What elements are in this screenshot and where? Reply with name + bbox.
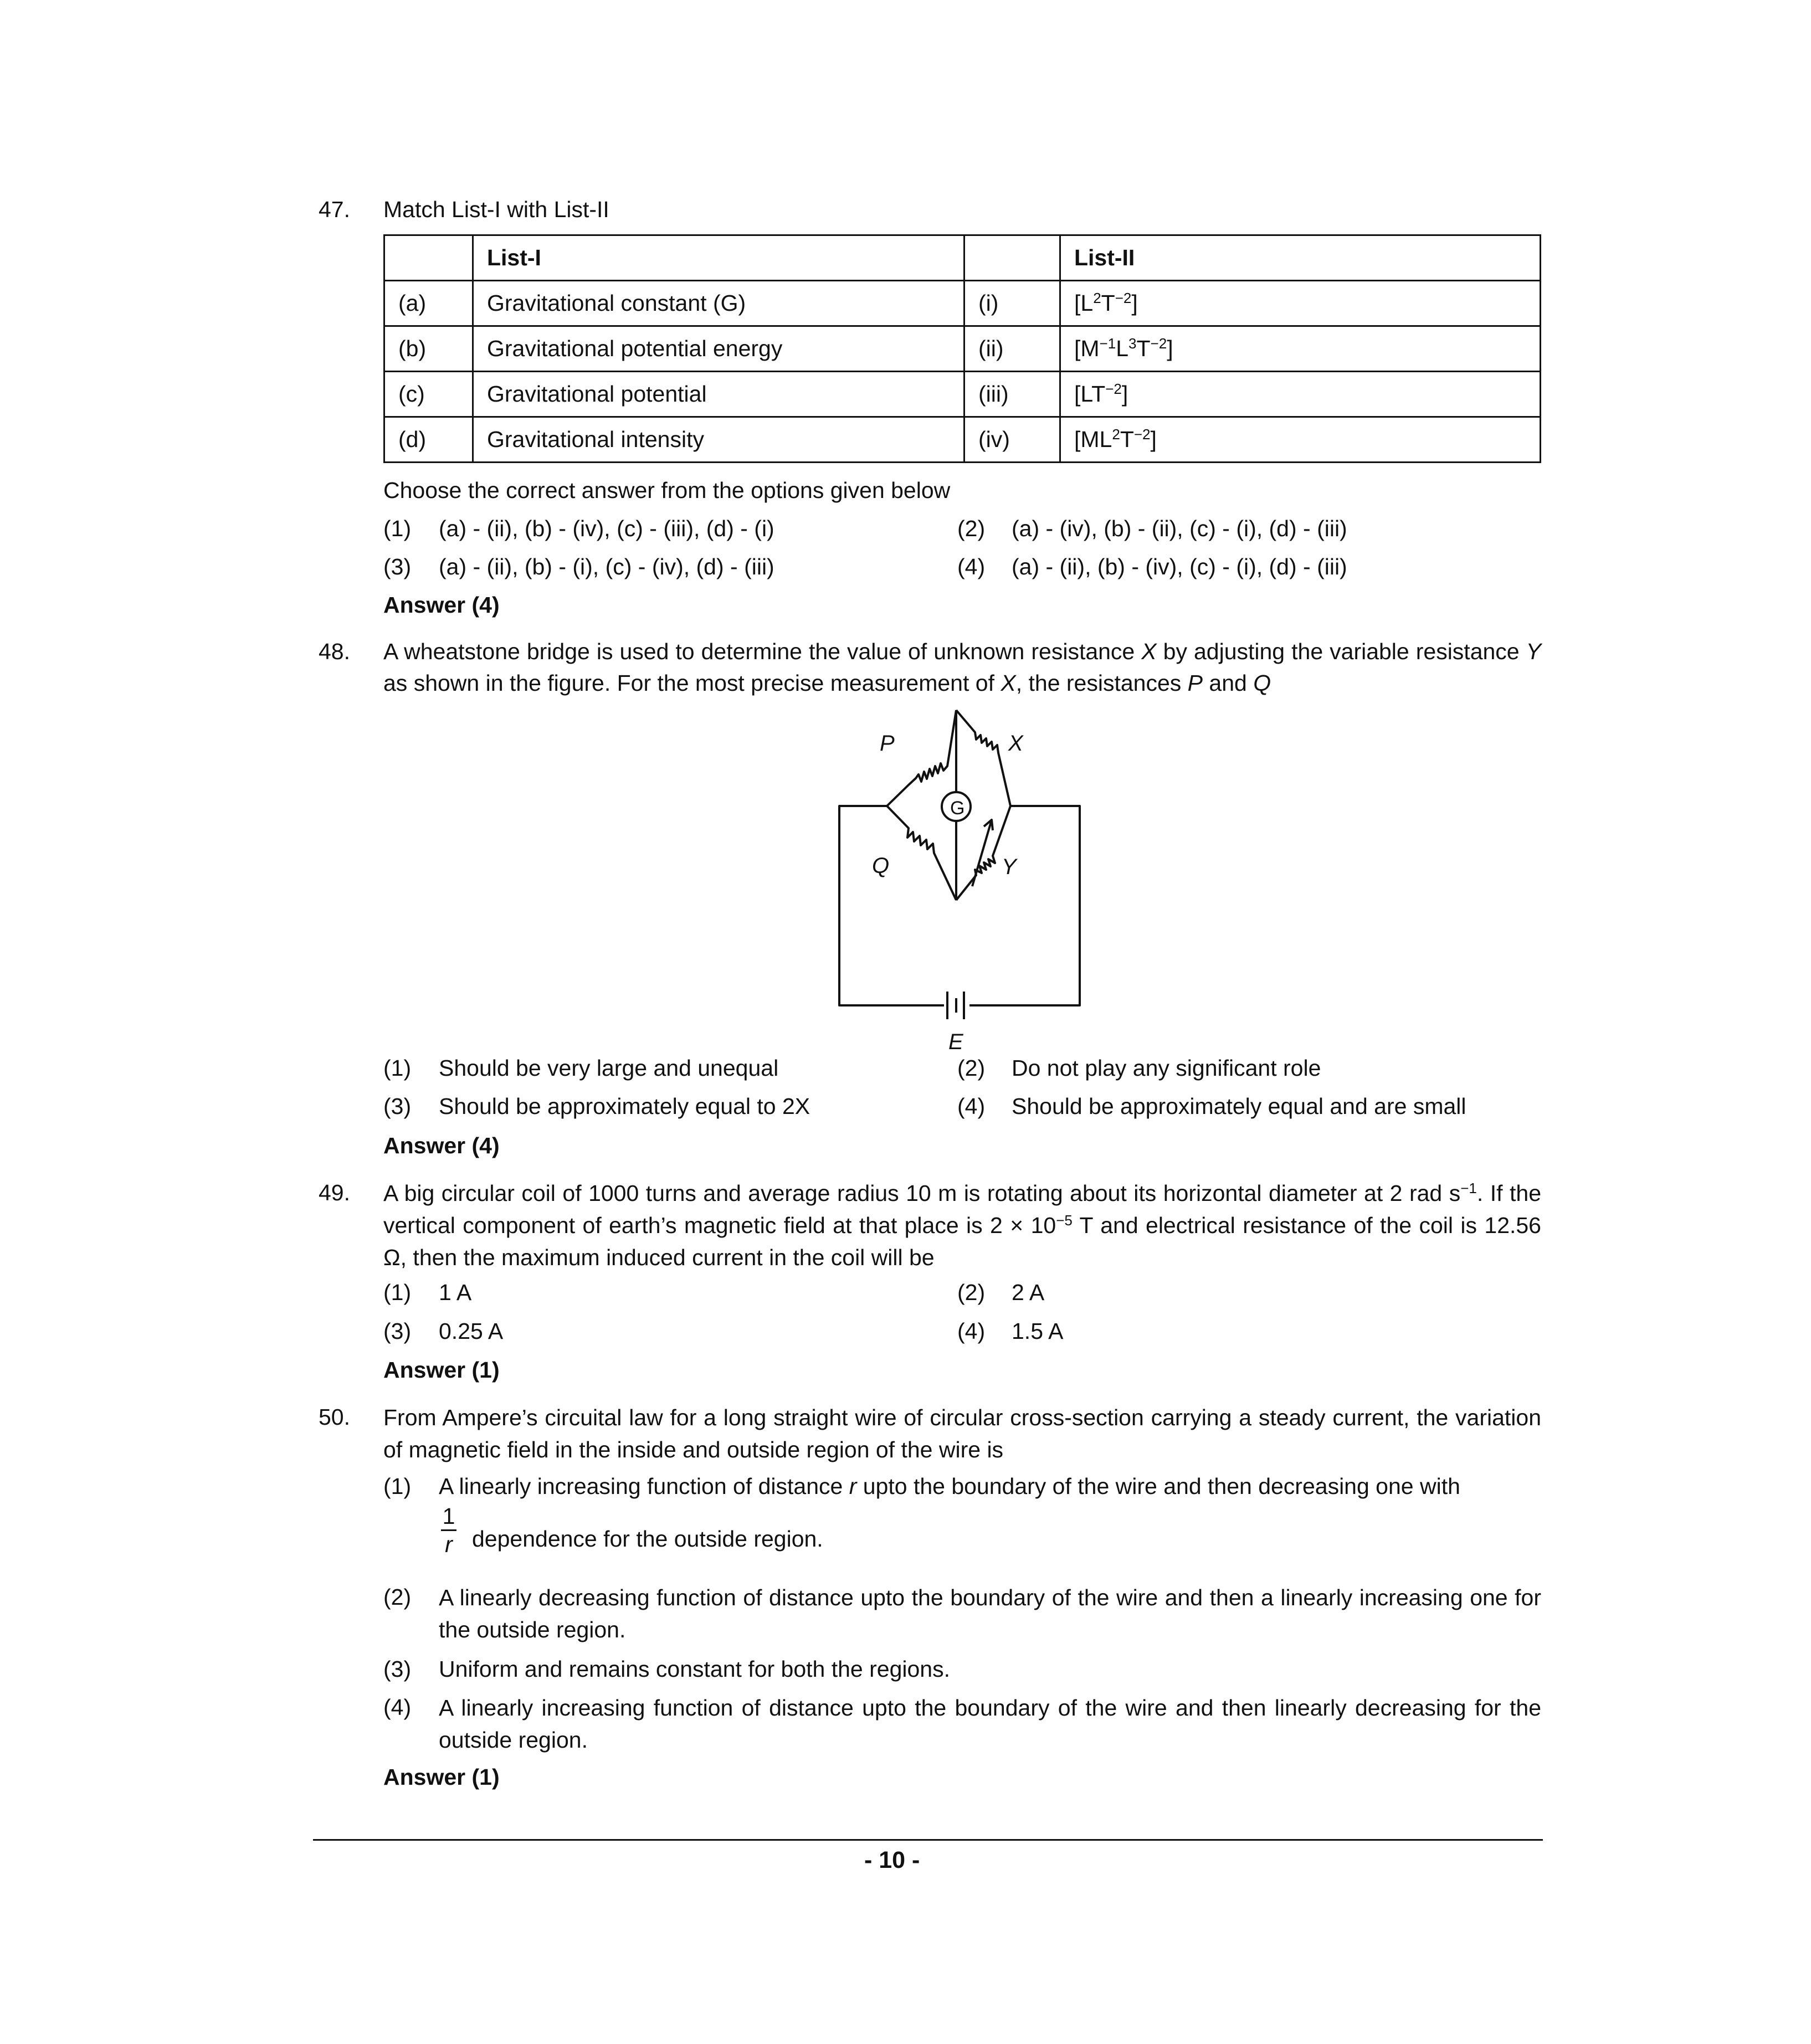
row-dimension: $[M^{-1}L^3T^{-2}]$ xyxy=(1060,326,1541,372)
question-48-number: 48. xyxy=(319,639,350,664)
table-row xyxy=(384,281,1541,326)
option-text: A linearly decreasing function of distance upto the boundary of the wire and then a linearly increasing one for the outside region. xyxy=(439,1585,1541,1642)
table-header-cell xyxy=(384,235,473,281)
row-dimension: $[ML^2T^{-2}]$ xyxy=(1060,417,1541,463)
row-dimension: $[L^2T^{-2}]$ xyxy=(1060,281,1541,326)
question-47-instruction: Choose the correct answer from the options given below xyxy=(383,477,951,503)
row-dimension: $[LT^{-2}]$ xyxy=(1060,372,1541,417)
option-text: (a) - (ii), (b) - (i), (c) - (iv), (d) - (iii) xyxy=(439,554,774,579)
table-header-list-1: List-I xyxy=(473,235,965,281)
option-number: (4) xyxy=(957,1318,986,1344)
option-number: (4) xyxy=(957,1093,986,1119)
option-text: A linearly increasing function of distance upto the boundary of the wire and then linearly decreasing for the outside region. xyxy=(439,1695,1541,1753)
row-roman: (iii) xyxy=(965,372,1060,417)
table-header-list-2: List-II xyxy=(1060,235,1541,281)
option-text: 1.5 A xyxy=(1012,1318,1064,1344)
arm-q xyxy=(887,806,956,900)
question-50-number: 50. xyxy=(319,1404,350,1430)
option-4[interactable] xyxy=(383,1692,1541,1758)
option-number: (2) xyxy=(383,1584,412,1610)
fraction-bar xyxy=(441,1529,456,1531)
question-49-number: 49. xyxy=(319,1180,350,1205)
arm-y xyxy=(956,806,1010,900)
option-text: 2 A xyxy=(1012,1280,1045,1305)
answer-49: Answer (1) xyxy=(383,1357,500,1383)
row-label: (c) xyxy=(384,372,473,417)
fraction-denominator: r xyxy=(445,1532,453,1557)
answer-50: Answer (1) xyxy=(383,1764,500,1790)
label-p: P xyxy=(880,731,895,756)
question-48-stem: A wheatstone bridge is used to determine the value of unknown resistance X by adjusting the variable resistance Y as shown in the figure. For the most precise measurement of X, the resistances P and Q xyxy=(383,639,1541,696)
label-q: Q xyxy=(872,854,890,878)
label-e: E xyxy=(948,1030,963,1054)
option-text: 0.25 A xyxy=(439,1318,504,1344)
option-text: Uniform and remains constant for both the regions. xyxy=(439,1656,950,1682)
option-2[interactable] xyxy=(383,1581,1541,1648)
option-number: (3) xyxy=(383,554,412,579)
table-header-cell xyxy=(965,235,1060,281)
option-number: (2) xyxy=(957,516,986,541)
label-x: X xyxy=(1008,731,1023,756)
option-text: 1 A xyxy=(439,1280,472,1305)
label-g: G xyxy=(950,798,965,819)
answer-48: Answer (4) xyxy=(383,1133,500,1158)
option-text: Should be approximately equal and are small xyxy=(1012,1093,1466,1119)
question-47-stem: Match List-I with List-II xyxy=(383,197,609,222)
row-quantity: Gravitational potential energy xyxy=(473,326,965,372)
row-roman: (i) xyxy=(965,281,1060,326)
row-roman: (iv) xyxy=(965,417,1060,463)
row-quantity: Gravitational constant (G) xyxy=(473,281,965,326)
row-label: (a) xyxy=(384,281,473,326)
fraction-numerator: 1 xyxy=(442,1503,455,1529)
wheatstone-bridge-diagram xyxy=(825,709,1091,1064)
row-roman: (ii) xyxy=(965,326,1060,372)
option-number: (4) xyxy=(957,554,986,579)
footer-divider xyxy=(313,1839,1543,1841)
row-quantity: Gravitational potential xyxy=(473,372,965,417)
row-quantity: Gravitational intensity xyxy=(473,417,965,463)
option-number: (2) xyxy=(957,1055,986,1081)
page-number: - 10 - xyxy=(864,1847,920,1873)
question-49-stem: A big circular coil of 1000 turns and average radius 10 m is rotating about its horizontal diameter at 2 rad $s^{-1}$. If the vertical component of earth’s magnetic field at that place is $2 \times 10^{-5}$ T and electrical resistance of the coil is 12.56 Ω, then the maximum induced current in the coil will be xyxy=(383,1180,1541,1270)
option-text: Should be very large and unequal xyxy=(439,1055,779,1081)
option-text: (a) - (ii), (b) - (iv), (c) - (iii), (d) - (i) xyxy=(439,516,774,541)
table-row xyxy=(384,326,1541,372)
table-row xyxy=(384,372,1541,417)
option-number: (3) xyxy=(383,1318,412,1344)
arm-p xyxy=(887,710,956,806)
option-text: (a) - (ii), (b) - (iv), (c) - (i), (d) - (iii) xyxy=(1012,554,1347,579)
option-number: (1) xyxy=(383,516,412,541)
option-number: (1) xyxy=(383,1473,412,1499)
row-label: (d) xyxy=(384,417,473,463)
fraction-one-over-r xyxy=(438,1504,460,1557)
option-number: (3) xyxy=(383,1656,412,1682)
option-text: Should be approximately equal to 2X xyxy=(439,1093,810,1119)
row-label: (b) xyxy=(384,326,473,372)
option-text: (a) - (iv), (b) - (ii), (c) - (i), (d) - (iii) xyxy=(1012,516,1347,541)
label-y: Y xyxy=(1002,855,1017,879)
variable-arrow xyxy=(972,820,992,886)
left-wire xyxy=(839,806,944,1005)
answer-47: Answer (4) xyxy=(383,592,500,618)
match-table xyxy=(383,234,1541,463)
option-text: A linearly increasing function of distance r upto the boundary of the wire and then decreasing one with xyxy=(439,1473,1460,1499)
option-1-continuation: dependence for the outside region. xyxy=(472,1526,823,1552)
table-header-row xyxy=(384,235,1541,281)
question-47-number: 47. xyxy=(319,197,350,222)
arm-x xyxy=(956,710,1010,806)
option-number: (4) xyxy=(383,1694,412,1720)
option-text: Do not play any significant role xyxy=(1012,1055,1321,1081)
option-number: (2) xyxy=(957,1280,986,1305)
option-number: (1) xyxy=(383,1280,412,1305)
table-row xyxy=(384,417,1541,463)
option-number: (1) xyxy=(383,1055,412,1081)
question-50-stem: From Ampere’s circuital law for a long straight wire of circular cross-section carrying a steady current, the variation of magnetic field in the inside and outside region of the wire is xyxy=(383,1405,1541,1462)
option-number: (3) xyxy=(383,1093,412,1119)
